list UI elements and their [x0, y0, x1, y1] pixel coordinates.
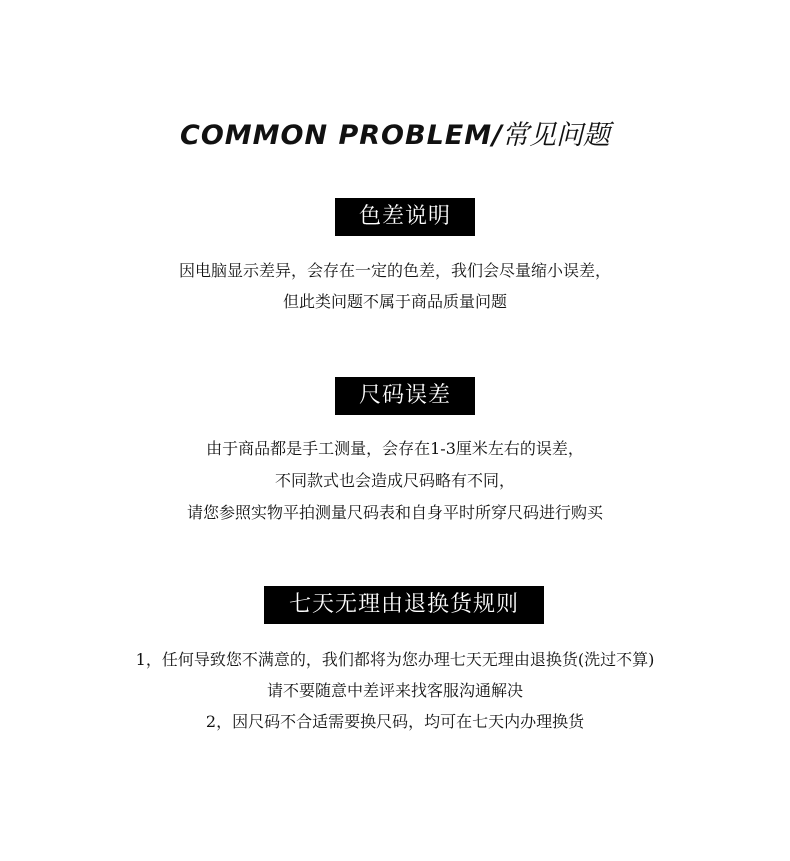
page-title-separator: / [492, 120, 502, 151]
size-error-line-1: 由于商品都是手工测量，会存在1-3厘米左右的误差， [206, 439, 584, 458]
page-title-english: COMMON PROBLEM [180, 120, 493, 151]
section-label-return-policy: 七天无理由退换货规则 [264, 586, 544, 624]
section-label-color-difference: 色差说明 [335, 198, 475, 236]
section-label-size-error: 尺码误差 [335, 377, 475, 415]
return-policy-line-2: 请不要随意中差评来找客服沟通解决 [266, 681, 523, 700]
page-title [0, 116, 790, 156]
color-difference-line-1: 因电脑显示差异，会存在一定的色差，我们会尽量缩小误差， [178, 261, 611, 280]
size-error-line-2: 不同款式也会造成尺码略有不同， [274, 471, 515, 490]
return-policy-line-1: 1，任何导致您不满意的，我们都将为您办理七天无理由退换货(洗过不算) [135, 650, 655, 669]
color-difference-line-2: 但此类问题不属于商品质量问题 [282, 292, 507, 311]
page-title-chinese: 常见问题 [501, 120, 610, 151]
return-policy-line-3: 2，因尺码不合适需要换尺码，均可在七天内办理换货 [205, 712, 585, 731]
size-error-line-3: 请您参照实物平拍测量尺码表和自身平时所穿尺码进行购买 [186, 503, 603, 522]
